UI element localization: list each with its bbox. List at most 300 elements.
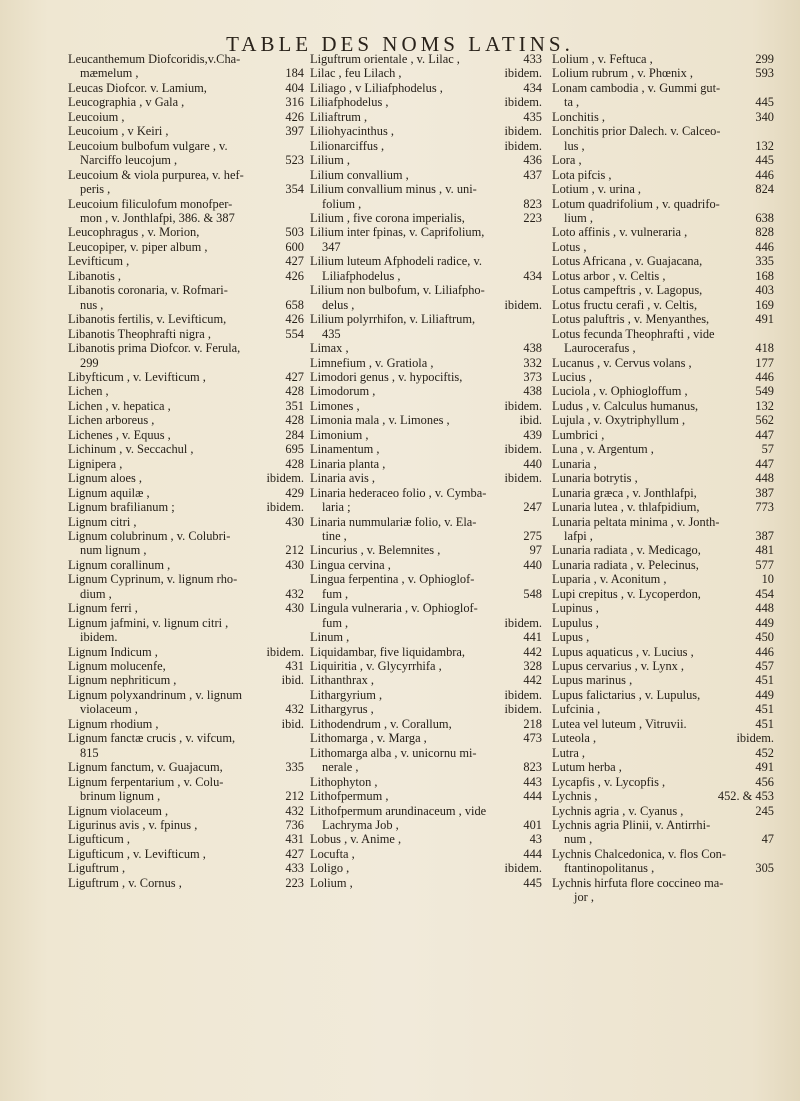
entry-term: Lumbrici , [552, 427, 605, 442]
entry-page-ref: 427 [285, 846, 304, 861]
index-entry [68, 124, 304, 138]
entry-page-ref: 481 [755, 543, 774, 558]
index-entry [552, 269, 774, 283]
entry-term: Lilium inter fpinas, v. Caprifolium, [310, 225, 485, 240]
index-entry [552, 616, 774, 630]
entry-term: Lithophyton , [310, 774, 378, 789]
entry-term: Lotus Africana , v. Guajacana, [552, 254, 703, 269]
entry-page-ref: 427 [285, 369, 304, 384]
entry-term: Lota pifcis , [552, 167, 612, 182]
entry-page-ref: ibid. [519, 413, 542, 428]
index-entry [310, 543, 542, 557]
index-entry [552, 558, 774, 572]
entry-page-ref: 433 [523, 52, 542, 66]
entry-term: Lupus , [552, 630, 590, 645]
index-entry [310, 731, 542, 745]
index-entry [68, 240, 304, 254]
entry-term: Leucographia , v Gala , [68, 95, 185, 110]
entry-term: Lilium luteum Afphodeli radice, v. [310, 254, 482, 269]
index-entry [310, 861, 542, 875]
entry-term: Lingua ferpentina , v. Ophioglof- [310, 572, 475, 587]
entry-term: Leucoium , [68, 109, 125, 124]
index-entry [310, 95, 542, 109]
entry-term: peris , [80, 182, 111, 197]
index-entry [310, 52, 542, 66]
index-entry [552, 81, 774, 95]
index-entry [552, 168, 774, 182]
index-entry [68, 384, 304, 398]
entry-term: Lignum fanctæ crucis , v. vifcum, [68, 731, 236, 746]
index-entry [310, 746, 542, 760]
index-entry [310, 775, 542, 789]
index-entry [310, 789, 542, 803]
entry-page-ref: 132 [755, 138, 774, 153]
entry-term: Lotus paluftris , v. Menyanthes, [552, 312, 710, 327]
entry-term: Linaria hederaceo folio , v. Cymba- [310, 485, 487, 500]
entry-page-ref: 426 [285, 268, 304, 283]
entry-term: folium , [322, 196, 362, 211]
entry-page-ref: 335 [285, 760, 304, 775]
entry-term: Leucopiper, v. piper album , [68, 239, 208, 254]
entry-page-ref: 446 [755, 239, 774, 254]
index-entry [68, 442, 304, 456]
entry-term: Lignum aquilæ , [68, 485, 150, 500]
entry-term: Linaria avis , [310, 471, 376, 486]
entry-page-ref: 441 [523, 630, 542, 645]
entry-term: Lucanus , v. Cervus volans , [552, 355, 692, 370]
entry-term: Lucius , [552, 369, 592, 384]
entry-term: Leucoium & viola purpurea, v. hef- [68, 167, 244, 182]
index-entry [310, 298, 542, 312]
entry-page-ref: 132 [755, 398, 774, 413]
entry-term: Lunaria botrytis , [552, 471, 638, 486]
entry-term: Locufta , [310, 846, 355, 861]
entry-term: Lignum brafilianum ; [68, 500, 175, 515]
index-entry [310, 847, 542, 861]
index-entry [310, 515, 542, 529]
index-entry [552, 731, 774, 745]
index-entry [310, 818, 542, 832]
index-entry [68, 95, 304, 109]
index-entry [310, 283, 542, 297]
entry-page-ref: 638 [755, 210, 774, 225]
index-entry [310, 211, 542, 225]
index-entry [552, 182, 774, 196]
entry-page-ref: ibidem. [266, 644, 304, 659]
entry-page-ref: ibidem. [504, 138, 542, 153]
entry-term: Lotus , [552, 239, 587, 254]
entry-page-ref: 223 [285, 875, 304, 890]
entry-term: 815 [80, 745, 99, 760]
entry-term: Linamentum , [310, 442, 380, 457]
index-entry [552, 486, 774, 500]
index-entry [68, 789, 304, 803]
index-entry [310, 168, 542, 182]
entry-term: Lunaria græca , v. Jonthlafpi, [552, 485, 697, 500]
entry-term: 299 [80, 355, 99, 370]
index-entry [552, 356, 774, 370]
entry-term: laria ; [322, 500, 351, 515]
entry-term: Loligo , [310, 861, 350, 876]
entry-page-ref: 823 [523, 760, 542, 775]
index-entry [68, 861, 304, 875]
index-entry [68, 413, 304, 427]
index-entry [310, 240, 542, 254]
entry-page-ref: 451 [755, 673, 774, 688]
entry-term: Lutra , [552, 745, 586, 760]
entry-term: Lunaria lutea , v. thlafpidium, [552, 500, 700, 515]
index-entry [310, 428, 542, 442]
entry-term: Lychnis , [552, 789, 598, 804]
entry-term: Ligufticum , [68, 832, 130, 847]
index-entry [68, 356, 304, 370]
index-entry [310, 457, 542, 471]
index-entry [310, 197, 542, 211]
index-entry [310, 81, 542, 95]
entry-term: Lignum corallinum , [68, 557, 171, 572]
entry-page-ref: 430 [285, 601, 304, 616]
entry-page-ref: 438 [523, 341, 542, 356]
index-entry [310, 529, 542, 543]
index-entry [310, 153, 542, 167]
index-entry [68, 673, 304, 687]
entry-page-ref: 448 [755, 471, 774, 486]
index-entry [552, 341, 774, 355]
entry-term: Lychnis hirfuta flore coccineo ma- [552, 875, 724, 890]
index-entry [68, 659, 304, 673]
entry-page-ref: 442 [523, 644, 542, 659]
entry-page-ref: 454 [755, 586, 774, 601]
entry-term: 347 [322, 239, 341, 254]
entry-page-ref: 428 [285, 413, 304, 428]
index-entry [68, 341, 304, 355]
entry-term: lium , [564, 210, 593, 225]
entry-term: Luciola , v. Ophiogloffum , [552, 384, 688, 399]
index-entry [68, 66, 304, 80]
entry-term: Lotus campeftris , v. Lagopus, [552, 283, 703, 298]
entry-term: num lignum , [80, 543, 147, 558]
entry-page-ref: 437 [523, 167, 542, 182]
index-entry [552, 110, 774, 124]
entry-page-ref: 223 [523, 210, 542, 225]
index-entry [552, 370, 774, 384]
entry-term: Lobus , v. Anime , [310, 832, 402, 847]
entry-page-ref: 448 [755, 601, 774, 616]
index-entry [310, 572, 542, 586]
entry-page-ref: ibidem. [504, 124, 542, 139]
entry-page-ref: 436 [523, 153, 542, 168]
entry-page-ref: 449 [755, 615, 774, 630]
entry-term: Lonchitis , [552, 109, 605, 124]
index-entry [552, 298, 774, 312]
entry-page-ref: 444 [523, 846, 542, 861]
entry-term: Lotum quadrifolium , v. quadrifo- [552, 196, 720, 211]
index-entry [552, 673, 774, 687]
entry-page-ref: ibidem. [504, 398, 542, 413]
entry-page-ref: ibidem. [504, 615, 542, 630]
entry-term: Linaria nummulariæ folio, v. Ela- [310, 514, 477, 529]
entry-page-ref: 43 [529, 832, 542, 847]
entry-term: fum , [322, 615, 349, 630]
entry-term: fum , [322, 586, 349, 601]
index-entry [68, 254, 304, 268]
entry-page-ref: ibidem. [266, 471, 304, 486]
index-entry [552, 659, 774, 673]
index-entry [68, 818, 304, 832]
entry-term: nerale , [322, 760, 359, 775]
index-entry [68, 283, 304, 297]
index-entry [552, 95, 774, 109]
index-entry [68, 847, 304, 861]
entry-term: Lincurius , v. Belemnites , [310, 543, 441, 558]
entry-page-ref: 432 [285, 702, 304, 717]
index-entry [552, 442, 774, 456]
index-entry [310, 717, 542, 731]
entry-page-ref: 452. & 453 [717, 789, 774, 804]
entry-term: delus , [322, 297, 355, 312]
index-entry [552, 500, 774, 514]
index-entry [310, 673, 542, 687]
index-entry [68, 428, 304, 442]
entry-page-ref: 435 [523, 109, 542, 124]
page-title: TABLE DES NOMS LATINS. [226, 32, 574, 56]
entry-term: Lignum Indicum , [68, 644, 158, 659]
index-entry [68, 139, 304, 153]
index-entry [310, 370, 542, 384]
entry-page-ref: 457 [755, 659, 774, 674]
entry-term: Libanotis , [68, 268, 121, 283]
index-entry [310, 110, 542, 124]
entry-term: Leucophragus , v. Morion, [68, 225, 200, 240]
index-entry [310, 630, 542, 644]
index-entry [552, 240, 774, 254]
entry-page-ref: 218 [523, 716, 542, 731]
index-entry [68, 688, 304, 702]
index-entry [68, 630, 304, 644]
entry-term: Lingua cervina , [310, 557, 391, 572]
index-entry [68, 702, 304, 716]
entry-page-ref: 554 [285, 326, 304, 341]
entry-term: Libanotis fertilis, v. Levifticum, [68, 312, 227, 327]
index-entry [310, 601, 542, 615]
entry-term: Lotus arbor , v. Celtis , [552, 268, 666, 283]
entry-page-ref: 427 [285, 254, 304, 269]
entry-page-ref: 184 [285, 66, 304, 81]
index-entry [68, 110, 304, 124]
entry-term: Leucoium , v Keiri , [68, 124, 169, 139]
index-entry [552, 312, 774, 326]
entry-term: Lilium convallium minus , v. uni- [310, 182, 477, 197]
entry-page-ref: 429 [285, 485, 304, 500]
entry-term: Lignum colubrinum , v. Colubri- [68, 528, 231, 543]
entry-term: Lithomarga alba , v. unicornu mi- [310, 745, 477, 760]
index-entry [552, 717, 774, 731]
index-entry [68, 804, 304, 818]
index-entry [68, 587, 304, 601]
entry-term: Lilionarciffus , [310, 138, 385, 153]
index-entry [552, 630, 774, 644]
index-entry [310, 659, 542, 673]
entry-term: Lotium , v. urina , [552, 182, 642, 197]
entry-page-ref: 523 [285, 153, 304, 168]
entry-page-ref: 548 [523, 586, 542, 601]
index-entry [68, 399, 304, 413]
entry-page-ref: 47 [761, 832, 774, 847]
entry-page-ref: 332 [523, 355, 542, 370]
entry-page-ref: ibidem. [504, 95, 542, 110]
entry-term: Lithargyrus , [310, 702, 374, 717]
index-entry [310, 124, 542, 138]
entry-term: Lonam cambodia , v. Gummi gut- [552, 80, 721, 95]
index-entry [310, 486, 542, 500]
entry-term: Liliago , v Liliafphodelus , [310, 80, 443, 95]
entry-term: Liliaftrum , [310, 109, 368, 124]
index-entry [68, 717, 304, 731]
entry-term: Lichen arboreus , [68, 413, 155, 428]
entry-page-ref: 593 [755, 66, 774, 81]
index-entry [552, 327, 774, 341]
index-entry [310, 616, 542, 630]
entry-term: Lilium , five corona imperialis, [310, 210, 465, 225]
entry-page-ref: 432 [285, 586, 304, 601]
entry-term: Lithodendrum , v. Corallum, [310, 716, 452, 731]
entry-term: Luteola , [552, 731, 597, 746]
entry-term: Ligufticum , v. Levifticum , [68, 846, 206, 861]
index-entry [552, 52, 774, 66]
entry-page-ref: 177 [755, 355, 774, 370]
entry-page-ref: 450 [755, 630, 774, 645]
index-entry [552, 529, 774, 543]
entry-page-ref: 446 [755, 369, 774, 384]
entry-term: lus , [564, 138, 585, 153]
index-entry [552, 861, 774, 875]
entry-page-ref: ibidem. [266, 500, 304, 515]
index-entry [68, 529, 304, 543]
entry-term: Lycapfis , v. Lycopfis , [552, 774, 666, 789]
entry-term: Lotus fructu cerafi , v. Celtis, [552, 297, 698, 312]
entry-page-ref: 299 [755, 52, 774, 66]
index-entry [552, 572, 774, 586]
entry-page-ref: 473 [523, 731, 542, 746]
entry-term: nus , [80, 297, 104, 312]
entry-term: Lignum nephriticum , [68, 673, 177, 688]
entry-term: mon , v. Jonthlafpi, 386. & 387 [80, 210, 235, 225]
entry-term: Lufcinia , [552, 702, 601, 717]
entry-page-ref: 354 [285, 182, 304, 197]
index-entry [552, 515, 774, 529]
index-entry [552, 818, 774, 832]
entry-term: Lignum Cyprinum, v. lignum rho- [68, 572, 238, 587]
entry-page-ref: 10 [761, 572, 774, 587]
entry-page-ref: ibidem. [504, 66, 542, 81]
entry-term: Lichenes , v. Equus , [68, 427, 171, 442]
index-entry [552, 702, 774, 716]
index-entry [68, 760, 304, 774]
index-entry [68, 211, 304, 225]
index-entry [310, 442, 542, 456]
entry-term: Laurocerafus , [564, 341, 636, 356]
entry-page-ref: 275 [523, 528, 542, 543]
entry-term: Lignum aloes , [68, 471, 142, 486]
entry-page-ref: 335 [755, 254, 774, 269]
index-entry [552, 746, 774, 760]
entry-page-ref: 387 [755, 528, 774, 543]
index-entry [552, 457, 774, 471]
entry-term: Libyfticum , v. Levifticum , [68, 369, 206, 384]
entry-term: Lithomarga , v. Marga , [310, 731, 427, 746]
entry-term: Lignum polyxandrinum , v. lignum [68, 687, 243, 702]
entry-term: Liquiritia , v. Glycyrrhifa , [310, 659, 442, 674]
index-entry [552, 775, 774, 789]
index-entry [552, 153, 774, 167]
entry-page-ref: 491 [755, 760, 774, 775]
entry-page-ref: 284 [285, 427, 304, 442]
index-entry [310, 312, 542, 326]
index-entry [552, 471, 774, 485]
entry-page-ref: 736 [285, 818, 304, 833]
index-entry [310, 876, 542, 890]
entry-page-ref: 449 [755, 687, 774, 702]
entry-term: Lychnis agria , v. Cyanus , [552, 803, 684, 818]
index-entry [310, 182, 542, 196]
index-entry [68, 457, 304, 471]
entry-term: Lutea vel luteum , Vitruvii. [552, 716, 687, 731]
entry-term: Luna , v. Argentum , [552, 442, 654, 457]
index-entry [68, 731, 304, 745]
index-entry [68, 775, 304, 789]
entry-page-ref: 828 [755, 225, 774, 240]
entry-page-ref: ibidem. [504, 297, 542, 312]
entry-term: Libanotis Theophrafti nigra , [68, 326, 211, 341]
entry-term: Lotus fecunda Theophrafti , vide [552, 326, 715, 341]
entry-page-ref: 549 [755, 384, 774, 399]
entry-page-ref: 503 [285, 225, 304, 240]
entry-term: Lolium , [310, 875, 353, 890]
index-entry [552, 283, 774, 297]
index-entry [310, 139, 542, 153]
entry-term: jor , [574, 890, 594, 905]
entry-page-ref: 562 [755, 413, 774, 428]
entry-term: Lonchitis prior Dalech. v. Calceo- [552, 124, 721, 139]
entry-term: Linaria planta , [310, 456, 386, 471]
index-entry [552, 890, 774, 904]
entry-page-ref: 403 [755, 283, 774, 298]
index-entry [68, 515, 304, 529]
entry-page-ref: 442 [523, 673, 542, 688]
entry-page-ref: 443 [523, 774, 542, 789]
entry-page-ref: 451 [755, 702, 774, 717]
entry-term: Lignum violaceum , [68, 803, 169, 818]
index-entry [68, 327, 304, 341]
entry-term: num , [564, 832, 593, 847]
entry-term: Lupinus , [552, 601, 599, 616]
index-entry [68, 52, 304, 66]
index-entry [68, 269, 304, 283]
entry-term: ibidem. [80, 630, 118, 645]
entry-page-ref: 387 [755, 485, 774, 500]
entry-term: ta , [564, 95, 580, 110]
entry-page-ref: 431 [285, 659, 304, 674]
entry-page-ref: 434 [523, 80, 542, 95]
index-entry [310, 471, 542, 485]
entry-page-ref: 401 [523, 818, 542, 833]
entry-page-ref: ibidem. [736, 731, 774, 746]
entry-term: Limones , [310, 398, 360, 413]
index-entry [68, 298, 304, 312]
index-entry [552, 413, 774, 427]
entry-page-ref: 431 [285, 832, 304, 847]
entry-term: Limodori genus , v. hypociftis, [310, 369, 463, 384]
